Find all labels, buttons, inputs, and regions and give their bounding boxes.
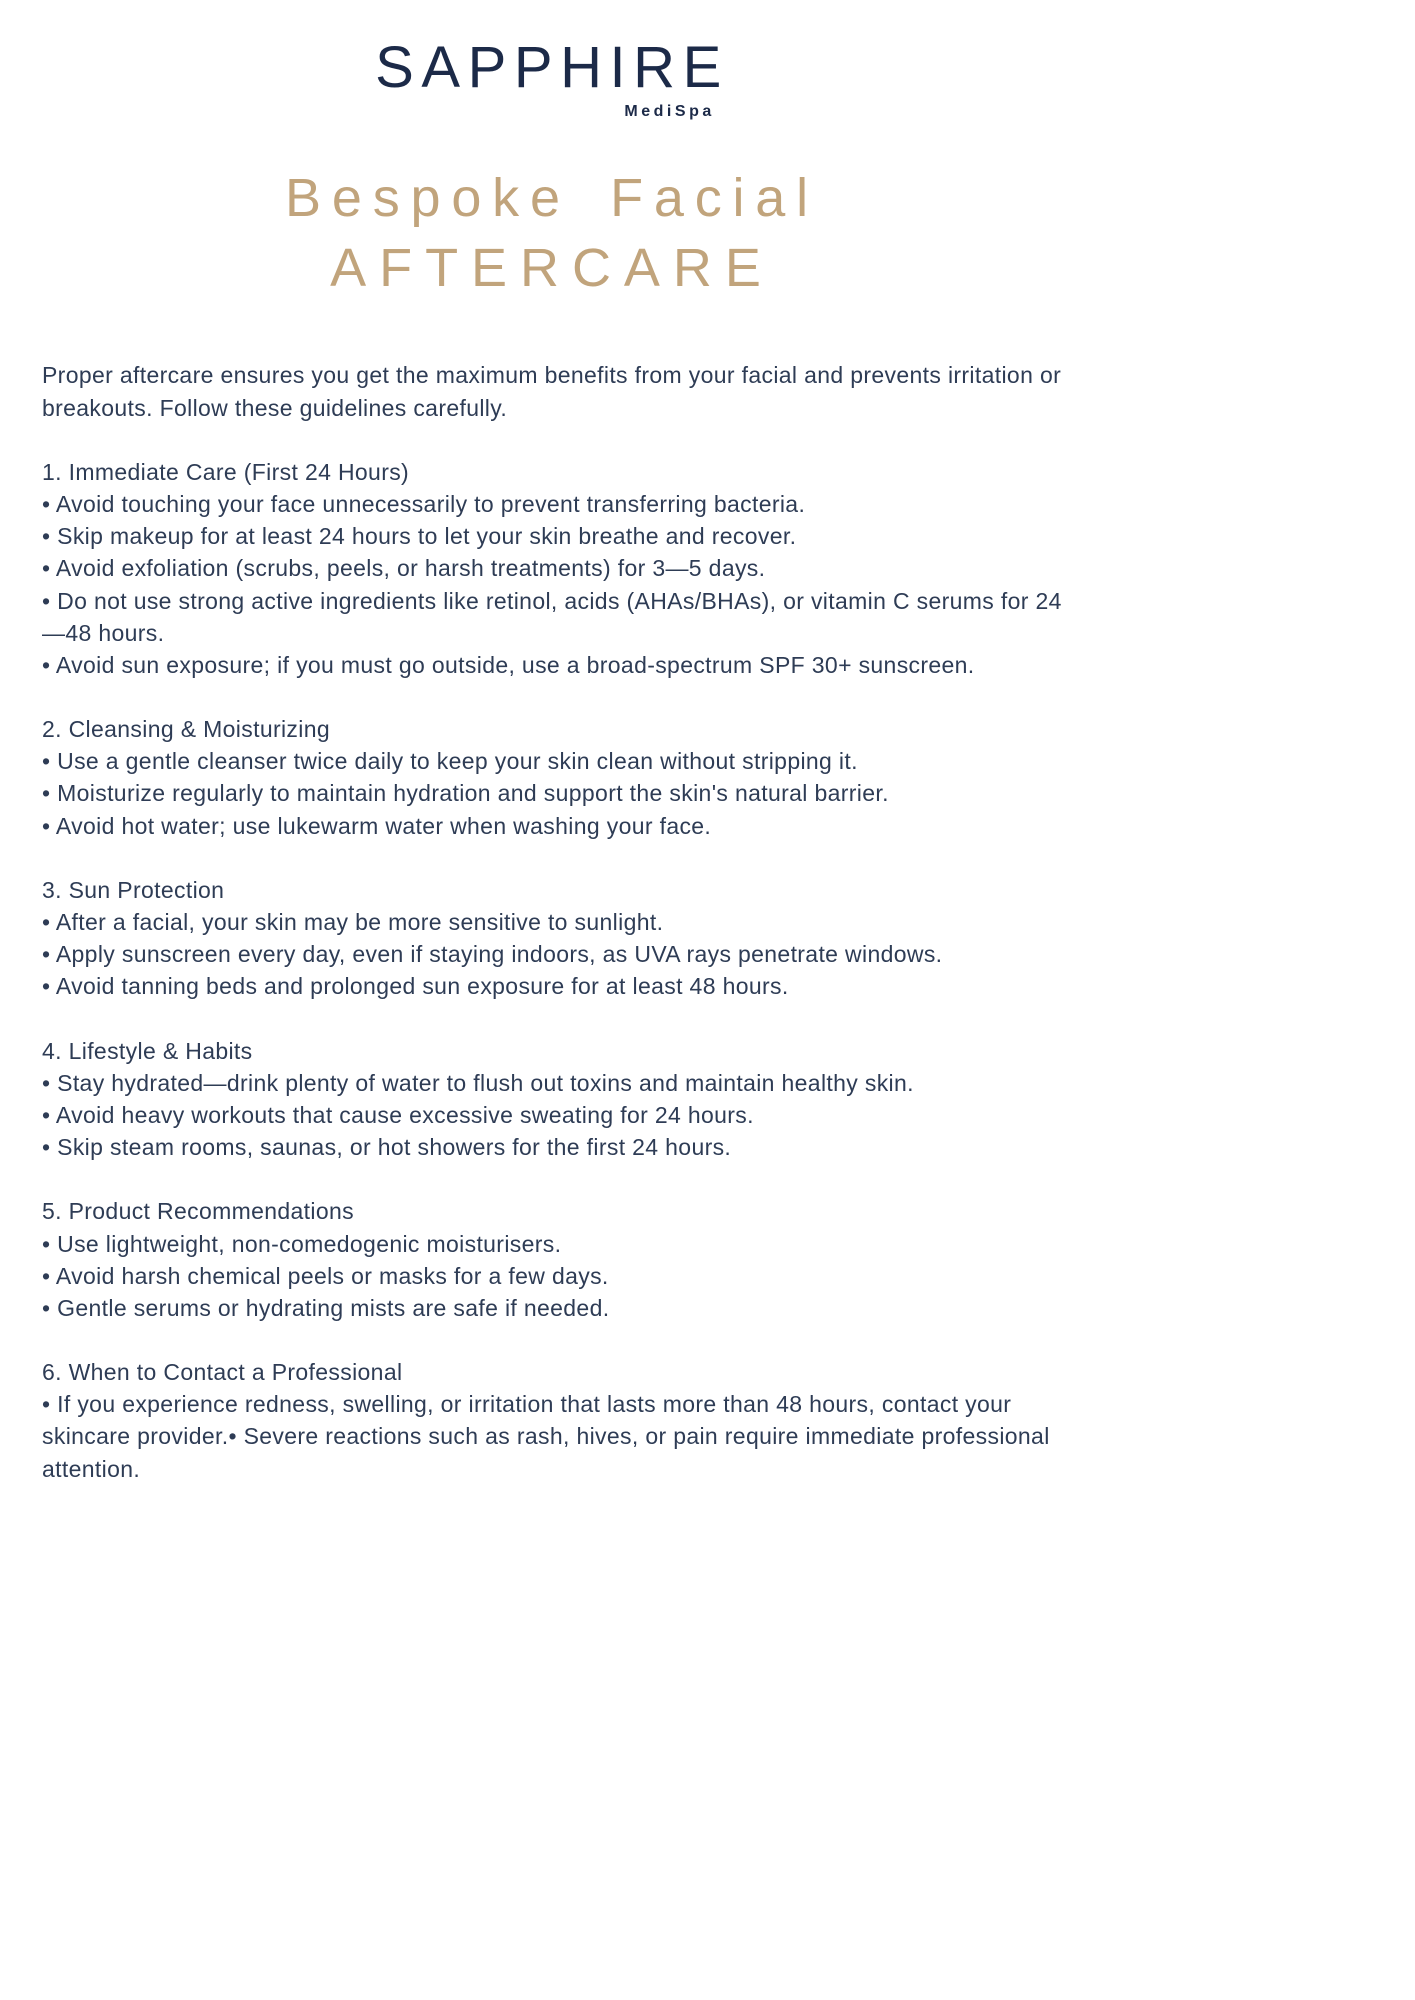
bullet-item: • Avoid harsh chemical peels or masks for a few days. bbox=[42, 1262, 609, 1289]
section-6 bbox=[42, 1356, 1062, 1485]
bullet-item: attention. bbox=[42, 1455, 141, 1482]
page-title-line2: AFTERCARE bbox=[330, 238, 774, 299]
bullet-item: • After a facial, your skin may be more sensitive to sunlight. bbox=[42, 909, 664, 935]
bullet-item: • Avoid sun exposure; if you must go outside, use a broad-spectrum SPF 30+ sunscreen. bbox=[42, 651, 975, 678]
brand-logo bbox=[375, 34, 729, 121]
section-heading: 4. Lifestyle & Habits bbox=[42, 1037, 253, 1064]
document-body bbox=[42, 359, 1062, 1484]
bullet-item: • Avoid touching your face unnecessarily to prevent transferring bacteria. bbox=[42, 490, 806, 517]
intro-paragraph: Proper aftercare ensures you get the maximum benefits from your facial and prevents irritation or breakouts. Follow these guidelines carefully. bbox=[42, 362, 1062, 421]
section-1 bbox=[42, 456, 1062, 681]
section-heading: 5. Product Recommendations bbox=[42, 1198, 354, 1225]
bullet-item: • Avoid hot water; use lukewarm water when washing your face. bbox=[42, 812, 712, 839]
section-heading: 2. Cleansing & Moisturizing bbox=[42, 716, 330, 743]
sections-container bbox=[42, 456, 1062, 1485]
page-title-line1: Bespoke Facial bbox=[285, 168, 819, 228]
bullet-item: • Stay hydrated—drink plenty of water to flush out toxins and maintain healthy skin. bbox=[42, 1069, 914, 1096]
bullet-item: • Avoid tanning beds and prolonged sun exposure for at least 48 hours. bbox=[42, 973, 789, 1000]
document-header bbox=[42, 34, 1062, 303]
bullet-item: • Do not use strong active ingredients like retinol, acids (AHAs/BHAs), or vitamin C serums for 24—48 hours. bbox=[42, 587, 1062, 646]
section-heading: 3. Sun Protection bbox=[42, 876, 225, 903]
bullet-item: • Use a gentle cleanser twice daily to keep your skin clean without stripping it. bbox=[42, 748, 858, 775]
bullet-item: • Use lightweight, non-comedogenic moisturisers. bbox=[42, 1230, 562, 1257]
bullet-item: • Skip steam rooms, saunas, or hot showers for the first 24 hours. bbox=[42, 1134, 732, 1161]
bullet-item: • Skip makeup for at least 24 hours to let your skin breathe and recover. bbox=[42, 523, 797, 550]
brand-name: SAPPHIRE bbox=[375, 35, 729, 100]
bullet-item: • Moisturize regularly to maintain hydration and support the skin's natural barrier. bbox=[42, 780, 889, 807]
brand-subtitle: MediSpa bbox=[624, 103, 715, 120]
section-3 bbox=[42, 874, 1062, 1003]
bullet-item: • Avoid exfoliation (scrubs, peels, or harsh treatments) for 3—5 days. bbox=[42, 555, 766, 582]
section-heading: 1. Immediate Care (First 24 Hours) bbox=[42, 458, 410, 485]
section-2 bbox=[42, 713, 1062, 842]
page-title bbox=[42, 163, 1062, 303]
section-5 bbox=[42, 1195, 1062, 1324]
section-4 bbox=[42, 1035, 1062, 1164]
bullet-item: • Gentle serums or hydrating mists are safe if needed. bbox=[42, 1294, 610, 1321]
bullet-item: • Avoid heavy workouts that cause excessive sweating for 24 hours. bbox=[42, 1101, 754, 1128]
bullet-item: • Apply sunscreen every day, even if staying indoors, as UVA rays penetrate windows. bbox=[42, 941, 943, 968]
content-column bbox=[42, 34, 1062, 1485]
bullet-item: • If you experience redness, swelling, or irritation that lasts more than 48 hours, contact your skincare provider.• Severe reactions such as rash, hives, or pain require immediate professional bbox=[42, 1391, 1050, 1450]
section-heading: 6. When to Contact a Professional bbox=[42, 1359, 403, 1386]
